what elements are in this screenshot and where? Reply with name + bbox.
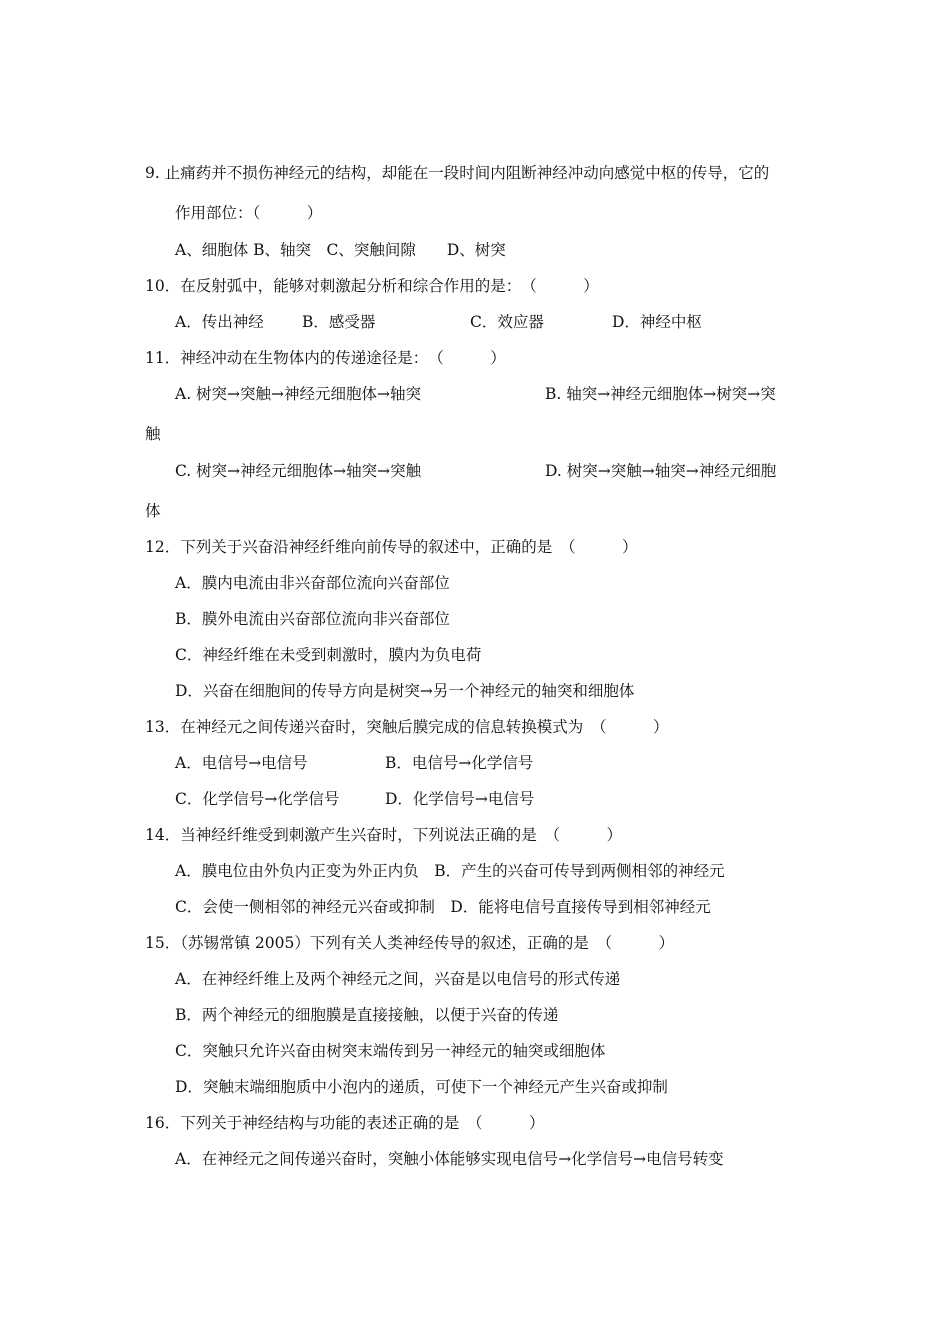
- question-14-stem: 14．当神经纤维受到刺激产生兴奋时，下列说法正确的是 （ ）: [145, 826, 622, 844]
- question-12-option-b: B．膜外电流由兴奋部位流向非兴奋部位: [175, 610, 450, 628]
- question-13-stem: 13．在神经元之间传递兴奋时，突触后膜完成的信息转换模式为 （ ）: [145, 718, 669, 736]
- question-14-options-row-1: A．膜电位由外负内正变为外正内负 B．产生的兴奋可传导到两侧相邻的神经元: [175, 862, 725, 880]
- question-15-option-d: D．突触末端细胞质中小泡内的递质，可使下一个神经元产生兴奋或抑制: [175, 1078, 668, 1096]
- question-13-option-a: A．电信号→电信号: [175, 754, 308, 772]
- question-15-option-b: B．两个神经元的细胞膜是直接接触，以便于兴奋的传递: [175, 1006, 559, 1024]
- question-16-stem: 16．下列关于神经结构与功能的表述正确的是 （ ）: [145, 1114, 545, 1132]
- question-11-option-d: D. 树突→突触→轴突→神经元细胞: [545, 462, 777, 480]
- question-11-option-a: A. 树突→突触→神经元细胞体→轴突: [175, 385, 422, 403]
- question-11-option-c: C. 树突→神经元细胞体→轴突→突触: [175, 462, 422, 480]
- question-15-option-a: A．在神经纤维上及两个神经元之间，兴奋是以电信号的形式传递: [175, 970, 621, 988]
- question-16-option-a: A．在神经元之间传递兴奋时，突触小体能够实现电信号→化学信号→电信号转变: [175, 1150, 724, 1168]
- question-9-stem: 9. 止痛药并不损伤神经元的结构，却能在一段时间内阻断神经冲动向感觉中枢的传导，它的: [145, 164, 770, 182]
- question-11-stem: 11．神经冲动在生物体内的传递途径是： （ ）: [145, 349, 506, 367]
- question-11-option-b-wrap: 触: [145, 425, 161, 443]
- question-11-option-b: B. 轴突→神经元细胞体→树突→突: [545, 385, 776, 403]
- question-12-option-a: A．膜内电流由非兴奋部位流向兴奋部位: [175, 574, 450, 592]
- question-12-option-c: C．神经纤维在未受到刺激时，膜内为负电荷: [175, 646, 482, 664]
- question-10-option-b: B．感受器: [302, 313, 376, 331]
- question-12-stem: 12．下列关于兴奋沿神经纤维向前传导的叙述中，正确的是 （ ）: [145, 538, 638, 556]
- question-9-options: A、细胞体 B、轴突 C、突触间隙 D、树突: [175, 241, 506, 259]
- question-15-stem: 15．（苏锡常镇 2005）下列有关人类神经传导的叙述，正确的是 （ ）: [145, 934, 675, 952]
- question-10-option-c: C．效应器: [470, 313, 544, 331]
- question-14-options-row-2: C．会使一侧相邻的神经元兴奋或抑制 D．能将电信号直接传导到相邻神经元: [175, 898, 711, 916]
- question-11-option-d-wrap: 体: [145, 502, 161, 520]
- question-12-option-d: D．兴奋在细胞间的传导方向是树突→另一个神经元的轴突和细胞体: [175, 682, 635, 700]
- question-10-option-a: A．传出神经: [175, 313, 264, 331]
- question-10-option-d: D．神经中枢: [612, 313, 702, 331]
- question-9-stem-continued: 作用部位：（ ）: [175, 204, 323, 222]
- question-15-option-c: C．突触只允许兴奋由树突末端传到另一神经元的轴突或细胞体: [175, 1042, 606, 1060]
- question-13-option-c: C．化学信号→化学信号: [175, 790, 340, 808]
- question-13-option-d: D．化学信号→电信号: [385, 790, 535, 808]
- question-10-stem: 10．在反射弧中，能够对刺激起分析和综合作用的是： （ ）: [145, 277, 599, 295]
- question-13-option-b: B．电信号→化学信号: [385, 754, 534, 772]
